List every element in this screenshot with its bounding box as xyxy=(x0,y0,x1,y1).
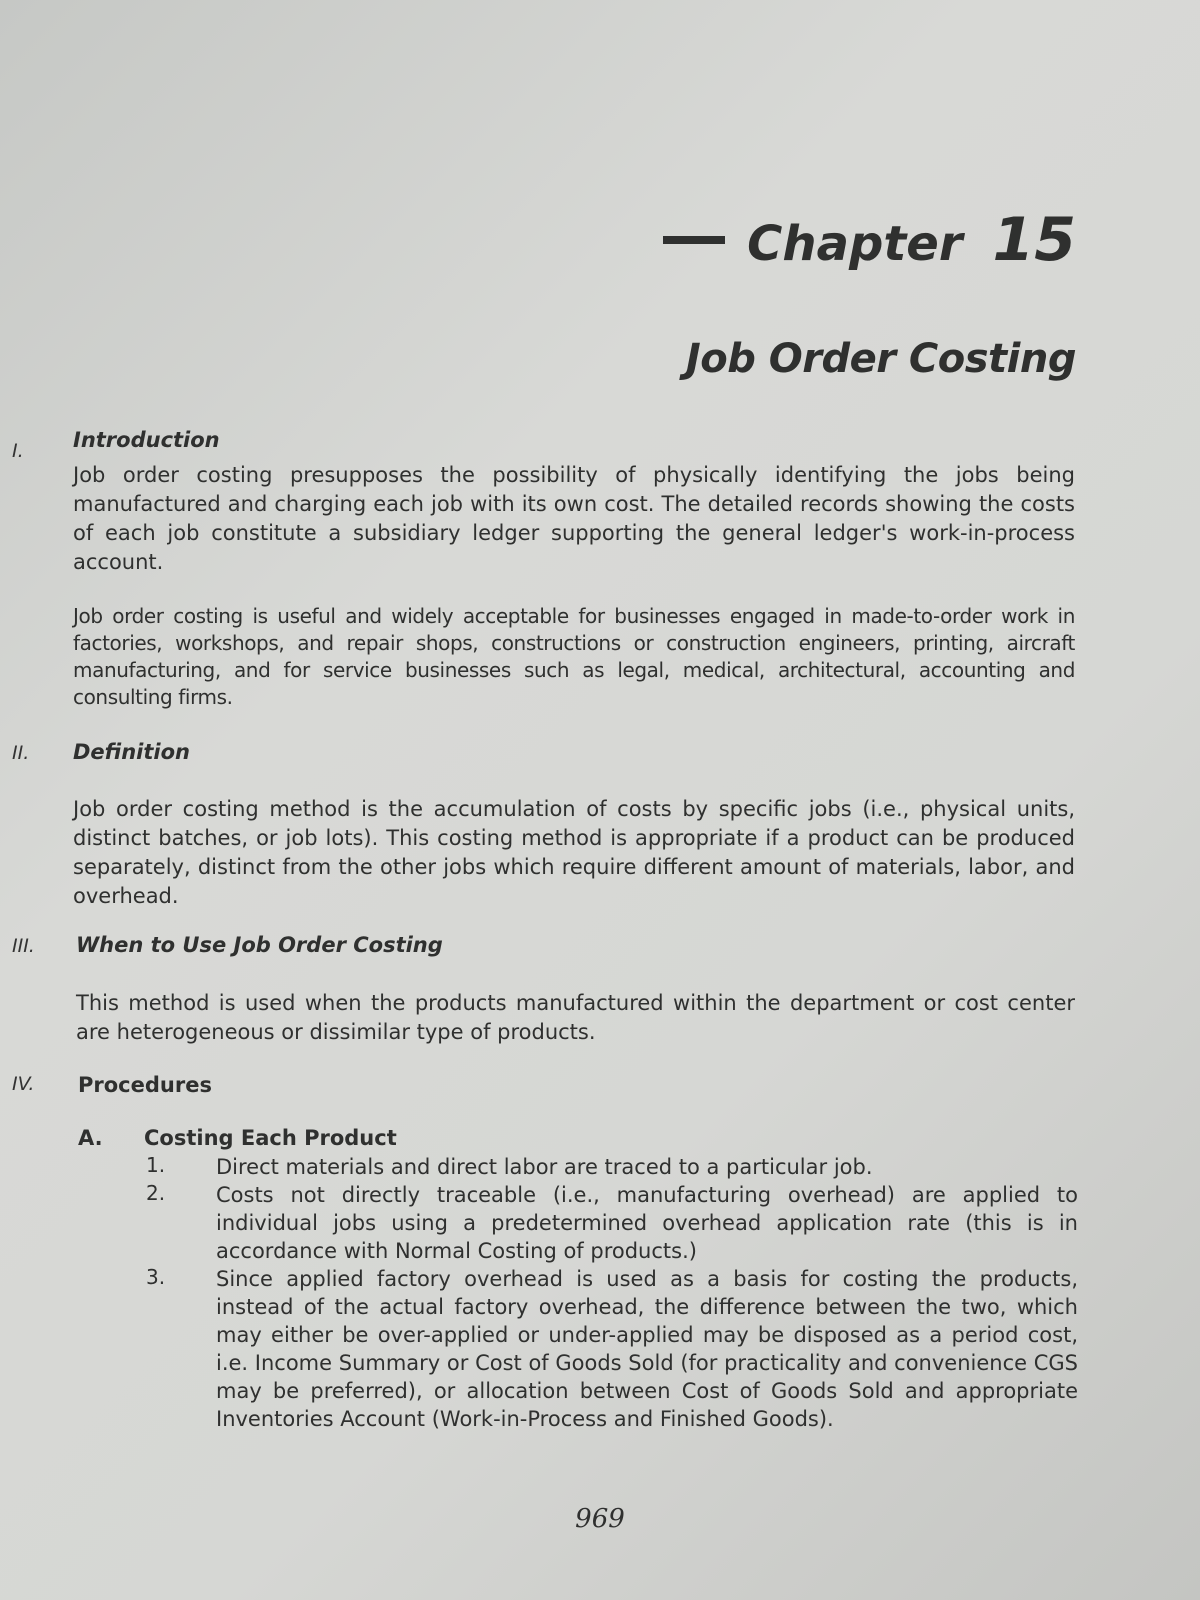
section-heading: Introduction xyxy=(73,428,220,452)
section-paragraph: Job order costing method is the accumulation of costs by specific jobs (i.e., physical units, distinct batches, or job lots). This costing method is appropriate if a product can be produced separately, distinct from the other jobs which require different amount of materials, labor, and overhead. xyxy=(73,797,1075,908)
chapter-dash-rule xyxy=(663,236,725,244)
section-numeral: III. xyxy=(12,935,35,957)
section-numeral: I. xyxy=(12,440,24,462)
section-numeral: II. xyxy=(12,742,30,764)
list-item-text: Direct materials and direct labor are traced to a particular job. xyxy=(216,1155,873,1179)
section-heading: Procedures xyxy=(78,1073,212,1097)
list-item-text: Since applied factory overhead is used as a basis for costing the products, instead of the actual factory overhead, the difference between the two, which may either be over-applied or under-applied may be disposed as a period cost, i.e. Income Summary or Cost of Goods Sold (for practicality and convenience CGS may be preferred), or allocation between Cost of Goods Sold and appropriate Inventories Account (Work-in-Process and Finished Goods). xyxy=(216,1267,1078,1431)
section-numeral: IV. xyxy=(12,1073,35,1095)
section-heading: Definition xyxy=(73,740,190,764)
section-paragraph: This method is used when the products manufactured within the department or cost center are heterogeneous or dissimilar type of products. xyxy=(76,991,1075,1044)
subsection-letter: A. xyxy=(78,1126,103,1150)
chapter-word: Chapter xyxy=(747,216,963,272)
section-paragraph: Job order costing is useful and widely acceptable for businesses engaged in made-to-order work in factories, workshops, and repair shops, constructions or construction engineers, printing, aircraft manufacturing, and for service businesses such as legal, medical, architectural, accounting and consulting firms. xyxy=(73,604,1075,709)
chapter-heading xyxy=(663,205,1076,275)
list-item-number: 1. xyxy=(146,1153,166,1177)
subsection-title: Costing Each Product xyxy=(144,1126,397,1150)
list-item-number: 2. xyxy=(146,1181,166,1205)
section-heading: When to Use Job Order Costing xyxy=(76,933,443,957)
chapter-number: 15 xyxy=(992,205,1076,275)
section-paragraph: Job order costing presupposes the possibility of physically identifying the jobs being manufactured and charging each job with its own cost. The detailed records showing the costs of each job constitute a subsidiary ledger supporting the general ledger's work-in-process account. xyxy=(73,463,1075,574)
page-number: 969 xyxy=(575,1504,625,1534)
list-item-text: Costs not directly traceable (i.e., manufacturing overhead) are applied to individual jobs using a predetermined overhead application rate (this is in accordance with Normal Costing of products.) xyxy=(216,1183,1078,1263)
list-item-number: 3. xyxy=(146,1265,166,1289)
chapter-title: Job Order Costing xyxy=(685,336,1076,382)
